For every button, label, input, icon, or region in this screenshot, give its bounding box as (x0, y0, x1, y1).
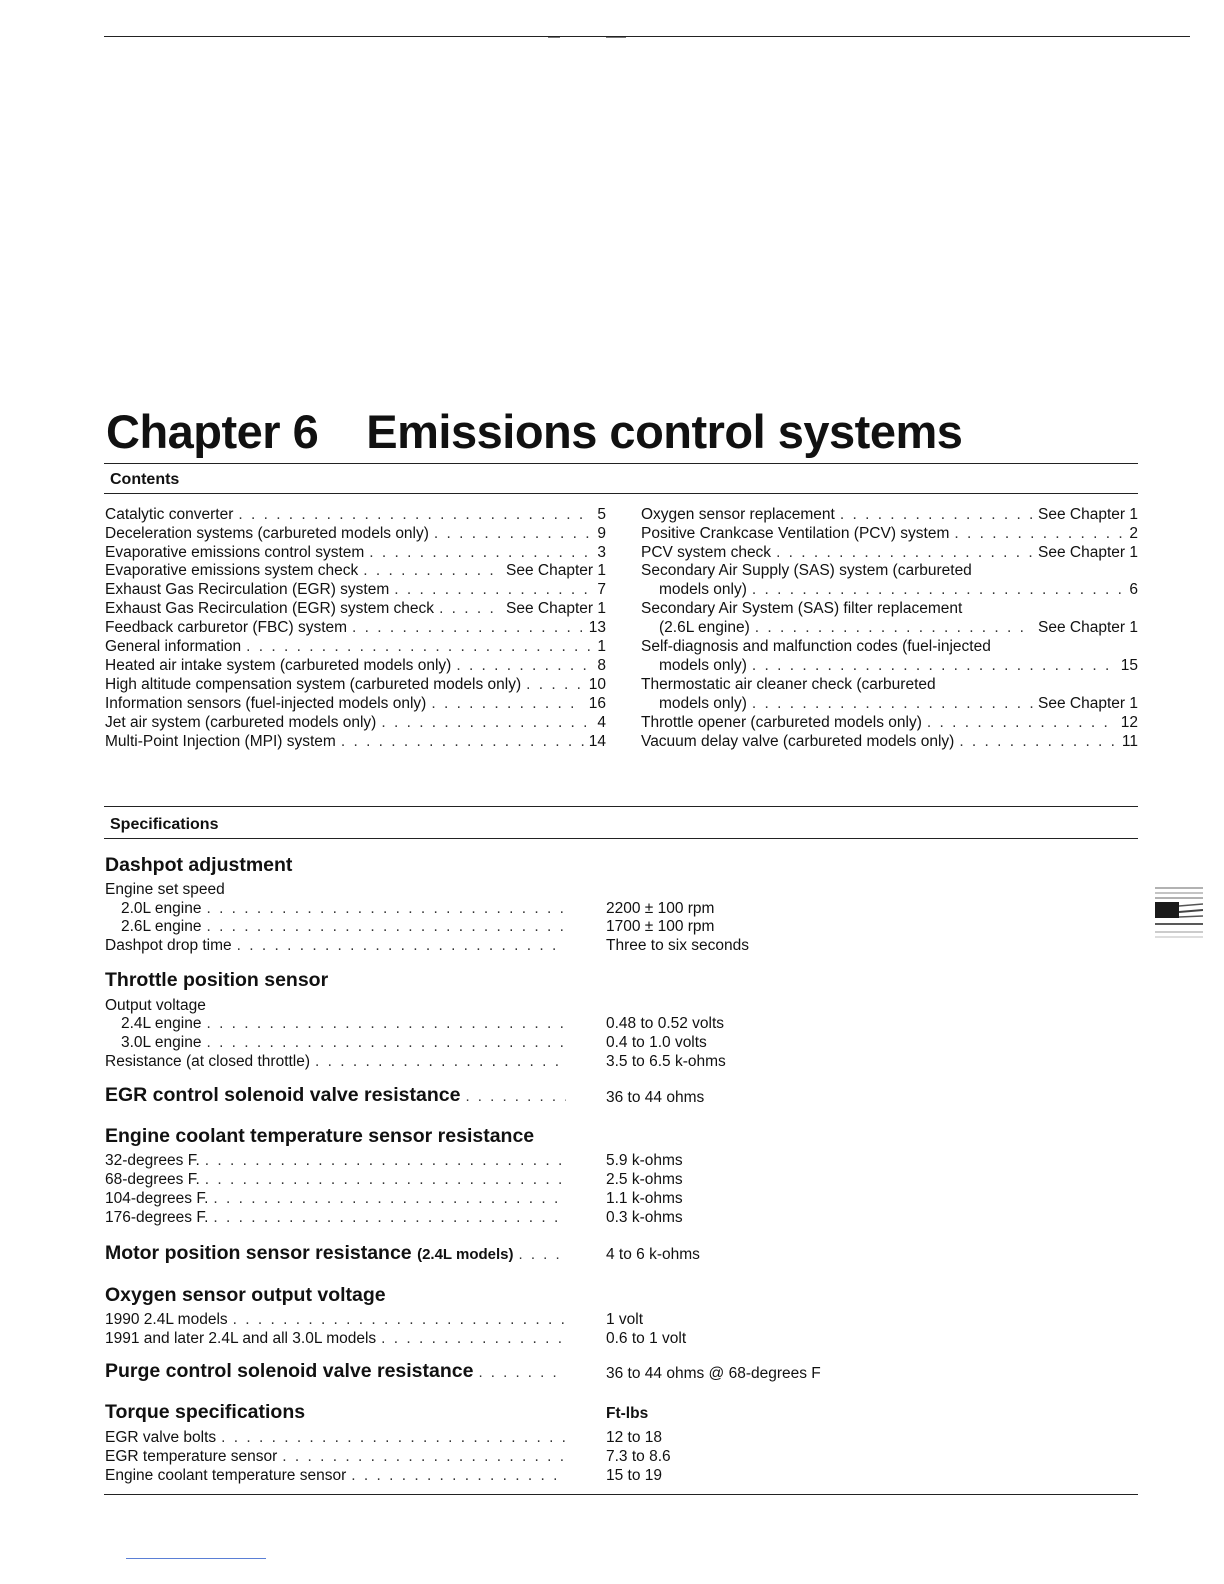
spec-value: 5.9 k-ohms (606, 1152, 683, 1169)
contents-label: Contents (110, 471, 180, 488)
spec-row: Dashpot drop time . . . (105, 936, 571, 955)
bottom-rule (104, 1494, 1138, 1495)
chapter-name: Emissions control systems (366, 405, 963, 458)
toc-item[interactable]: Throttle opener (carbureted models only) . . . 12 (641, 713, 1138, 732)
spec-value: 1 volt (606, 1311, 644, 1328)
spec-value: 1700 ± 100 rpm (606, 918, 715, 935)
spec-subheading: Engine set speed (105, 881, 225, 898)
toc-item[interactable]: General information . . . 1 (105, 637, 606, 656)
spec-row: 32-degrees F. . . . (105, 1151, 571, 1170)
toc-item[interactable]: models only) . . . See Chapter 1 (641, 694, 1138, 713)
spec-subheading: Output voltage (105, 997, 206, 1014)
spec-row: Engine coolant temperature sensor . . . (105, 1466, 571, 1485)
chapter-title (106, 402, 962, 462)
toc-item[interactable]: Evaporative emissions control system . . . 3 (105, 543, 606, 562)
spec-value: Three to six seconds (606, 937, 750, 954)
toc-item[interactable]: High altitude compensation system (carbureted models only) . . . 10 (105, 675, 606, 694)
spec-value: 15 to 19 (606, 1467, 663, 1484)
top-rule (104, 36, 1190, 37)
torque-unit: Ft-lbs (606, 1405, 649, 1422)
spec-value: 3.5 to 6.5 k-ohms (606, 1053, 726, 1070)
spec-row: 176-degrees F. . . . (105, 1208, 571, 1227)
contents-rule (104, 493, 1138, 494)
toc-item[interactable]: (2.6L engine) . . . See Chapter 1 (641, 618, 1138, 637)
spec-row: 2.0L engine . . . (105, 899, 571, 918)
toc-item[interactable]: Vacuum delay valve (carbureted models only) . . . 11 (641, 732, 1138, 751)
toc-item[interactable]: models only) . . . 6 (641, 580, 1138, 599)
toc-item[interactable]: Information sensors (fuel-injected models only) . . . 16 (105, 694, 606, 713)
specifications-rule (104, 838, 1138, 839)
page-edge-line (126, 1558, 266, 1559)
spec-value: 0.3 k-ohms (606, 1209, 683, 1226)
toc-item[interactable]: Exhaust Gas Recirculation (EGR) system . . . 7 (105, 580, 606, 599)
spec-value: 2.5 k-ohms (606, 1171, 683, 1188)
spec-value: 36 to 44 ohms @ 68-degrees F (606, 1365, 821, 1382)
spec-row: 1990 2.4L models . . . (105, 1310, 571, 1329)
spec-row: 2.6L engine . . . (105, 917, 571, 936)
spec-heading: Throttle position sensor (105, 969, 329, 991)
spec-row: 68-degrees F. . . . (105, 1170, 571, 1189)
specifications-label: Specifications (110, 816, 219, 833)
toc-item[interactable]: Multi-Point Injection (MPI) system . . . 14 (105, 732, 606, 751)
toc-item[interactable]: Jet air system (carbureted models only) . . . 4 (105, 713, 606, 732)
chapter-tab-icon (1155, 886, 1203, 938)
toc-item[interactable]: Heated air intake system (carbureted models only) . . . 8 (105, 656, 606, 675)
toc-item[interactable]: Deceleration systems (carbureted models only) . . . 9 (105, 524, 606, 543)
toc-item[interactable]: PCV system check . . . See Chapter 1 (641, 543, 1138, 562)
toc-item[interactable]: Secondary Air System (SAS) filter replacement (641, 600, 963, 617)
spec-row: 2.4L engine . . . (105, 1014, 571, 1033)
toc-item[interactable]: Catalytic converter . . . 5 (105, 505, 606, 524)
spec-row: 1991 and later 2.4L and all 3.0L models . . . (105, 1329, 571, 1348)
spec-value: 0.6 to 1 volt (606, 1330, 687, 1347)
toc-item[interactable]: Oxygen sensor replacement . . . See Chapter 1 (641, 505, 1138, 524)
title-rule (104, 463, 1138, 464)
chapter-number: Chapter 6 (106, 405, 319, 458)
toc-item[interactable]: Secondary Air Supply (SAS) system (carbureted (641, 562, 972, 579)
spec-row: Purge control solenoid valve resistance . . . (105, 1359, 571, 1383)
spec-heading: Dashpot adjustment (105, 854, 293, 876)
toc-item[interactable]: Exhaust Gas Recirculation (EGR) system check . . . See Chapter 1 (105, 599, 606, 618)
spec-value: 7.3 to 8.6 (606, 1448, 671, 1465)
spec-row: Motor position sensor resistance (2.4L models) . . . (105, 1241, 571, 1265)
toc-item[interactable]: Thermostatic air cleaner check (carbureted (641, 676, 936, 693)
toc-item[interactable]: Feedback carburetor (FBC) system . . . 13 (105, 618, 606, 637)
spec-value: 2200 ± 100 rpm (606, 900, 715, 917)
top-rule-tick (606, 37, 626, 38)
spec-value: 0.48 to 0.52 volts (606, 1015, 725, 1032)
toc-item[interactable]: Positive Crankcase Ventilation (PCV) system . . . 2 (641, 524, 1138, 543)
spec-heading: Engine coolant temperature sensor resistance (105, 1125, 535, 1147)
toc-item[interactable]: Self-diagnosis and malfunction codes (fuel-injected (641, 638, 991, 655)
spec-heading: Oxygen sensor output voltage (105, 1284, 386, 1306)
spec-value: 12 to 18 (606, 1429, 663, 1446)
spec-row: 3.0L engine . . . (105, 1033, 571, 1052)
spec-value: 4 to 6 k-ohms (606, 1246, 700, 1263)
spec-value: 1.1 k-ohms (606, 1190, 683, 1207)
spec-value: 36 to 44 ohms (606, 1089, 705, 1106)
spec-row: EGR valve bolts . . . (105, 1428, 571, 1447)
toc-item[interactable]: models only) . . . 15 (641, 656, 1138, 675)
spec-row: 104-degrees F. . . . (105, 1189, 571, 1208)
spec-row: Resistance (at closed throttle) . . . (105, 1052, 571, 1071)
top-rule-tick (548, 37, 560, 38)
specifications-rule (104, 806, 1138, 807)
spec-row: EGR temperature sensor . . . (105, 1447, 571, 1466)
spec-heading: Torque specifications (105, 1401, 306, 1423)
toc-item[interactable]: Evaporative emissions system check . . . See Chapter 1 (105, 561, 606, 580)
spec-row: EGR control solenoid valve resistance . . . (105, 1083, 571, 1107)
spec-value: 0.4 to 1.0 volts (606, 1034, 707, 1051)
